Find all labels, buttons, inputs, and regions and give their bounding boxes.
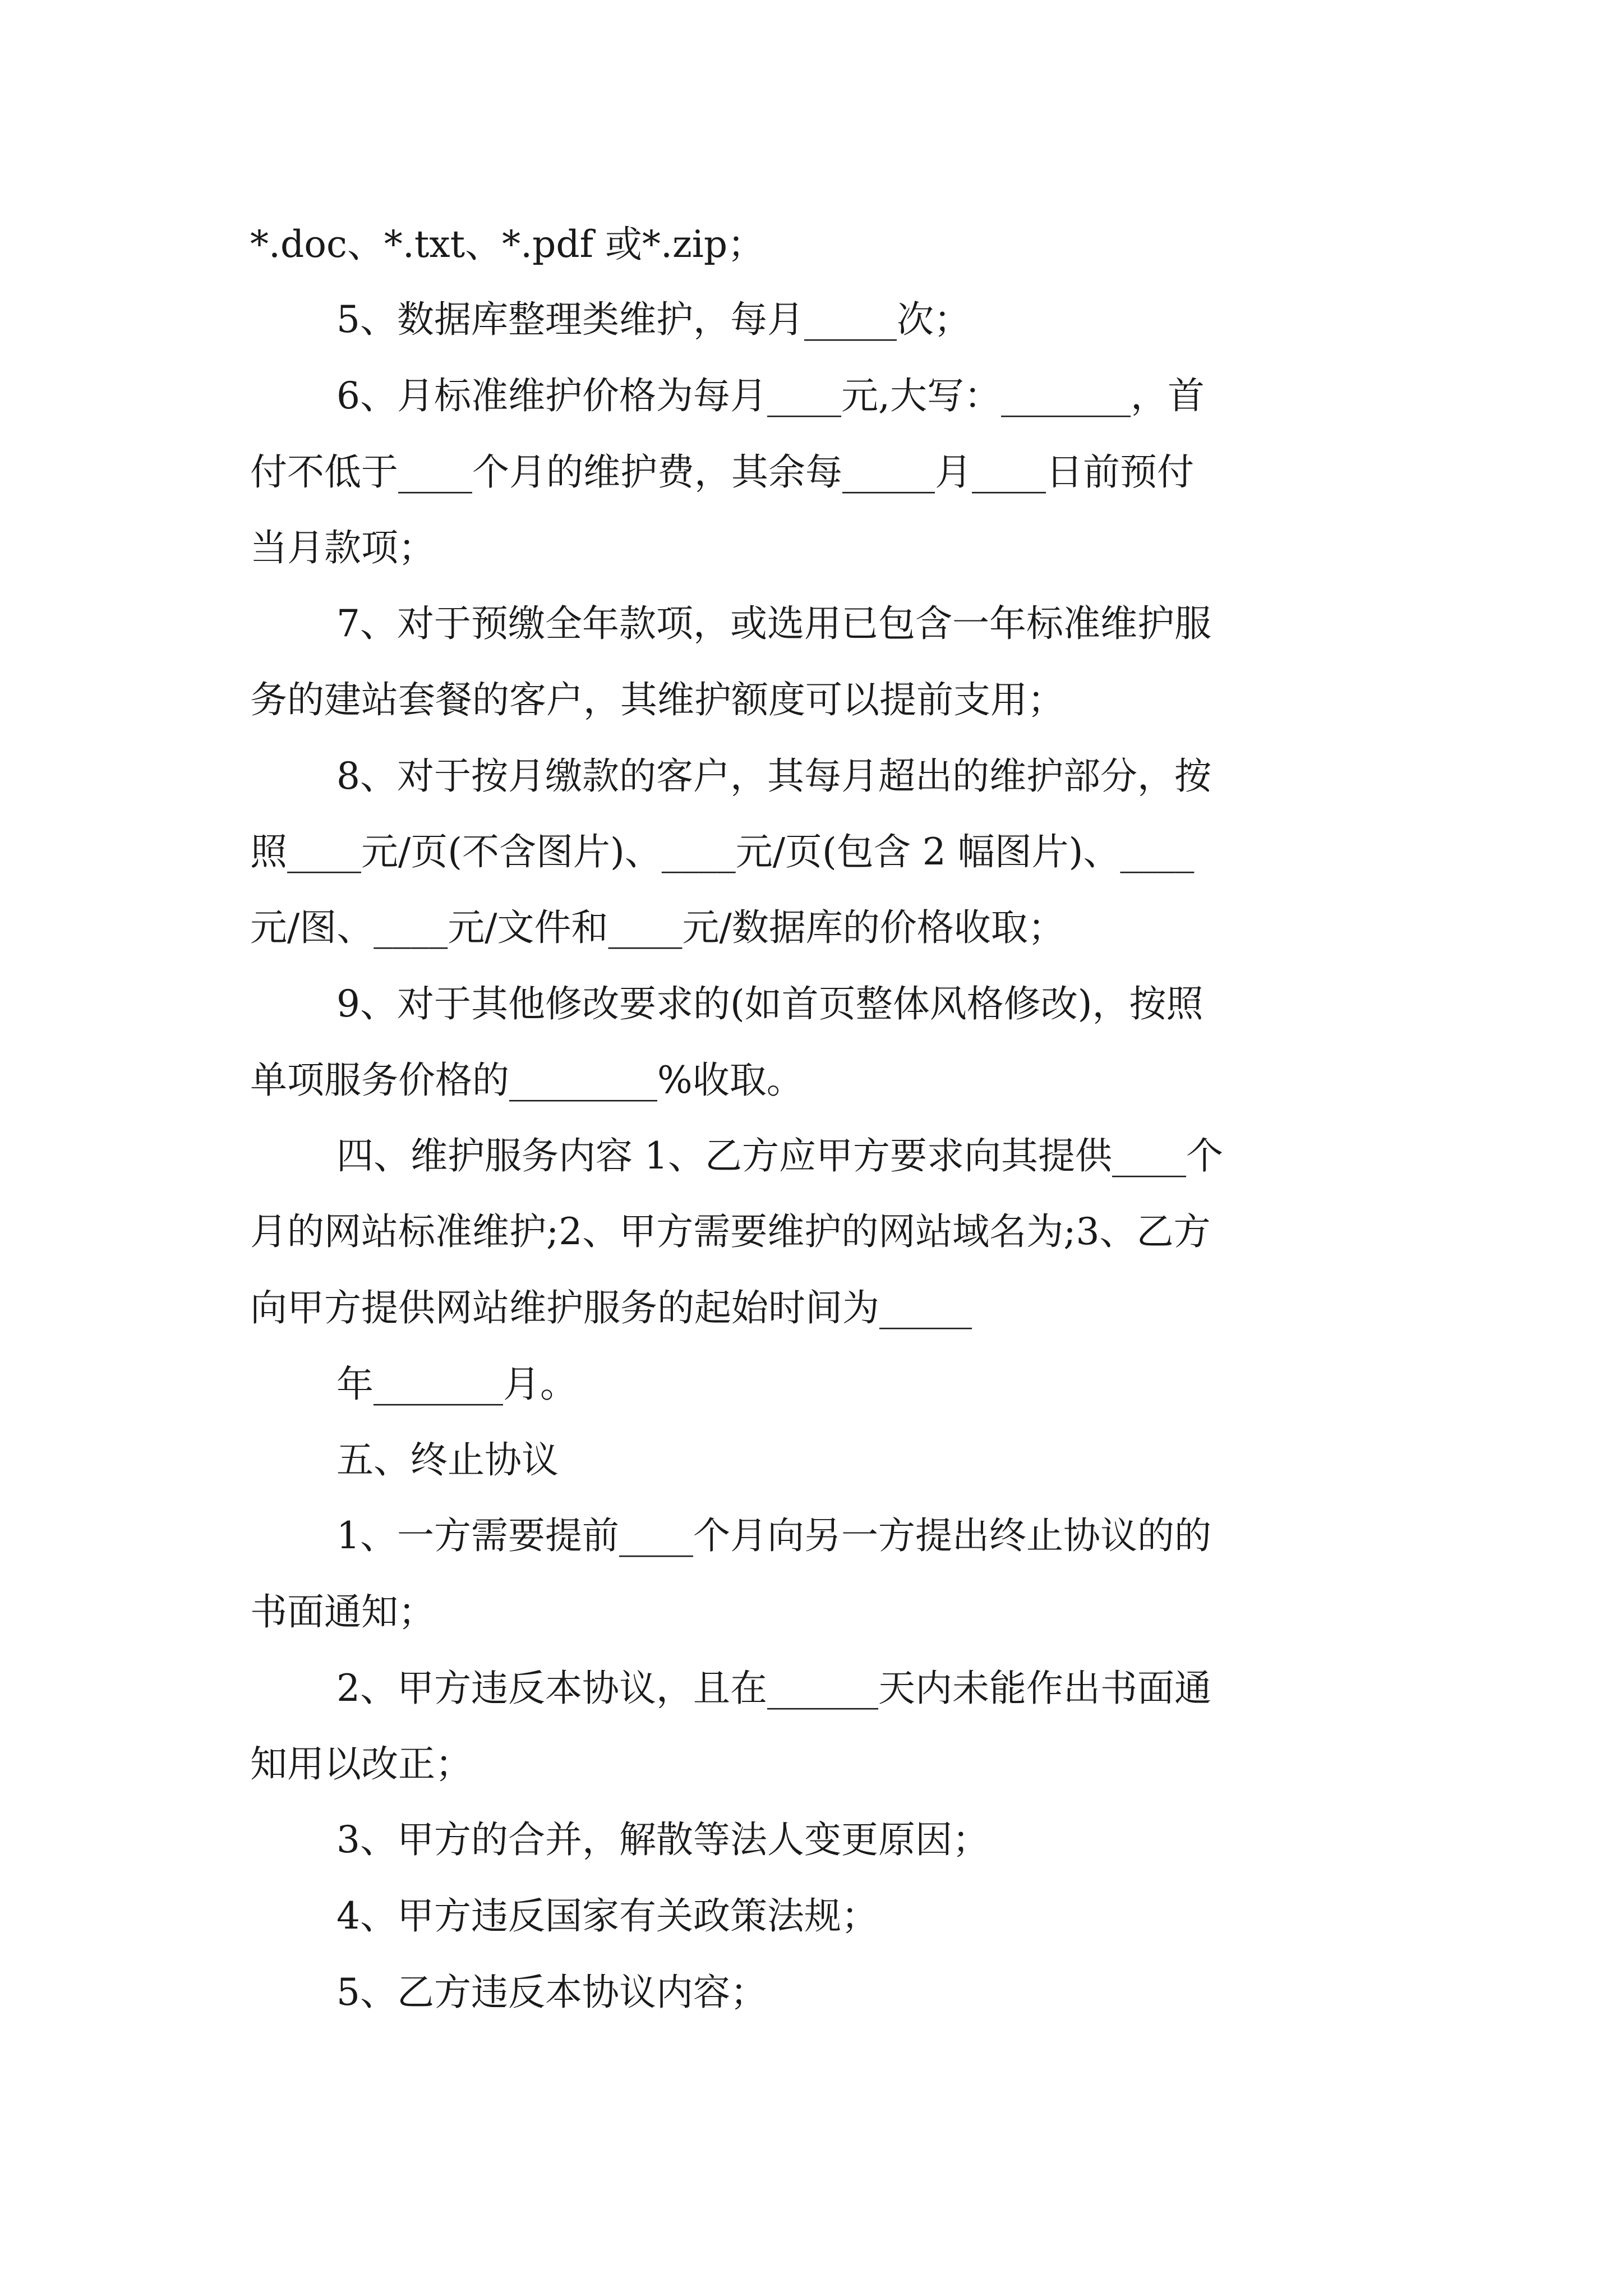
- text-line: 向甲方提供网站维护服务的起始时间为_____: [250, 1286, 972, 1329]
- text-line: 书面通知；: [250, 1590, 435, 1634]
- text-line: 照____元/页(不含图片)、____元/页(包含 2 幅图片)、____: [250, 830, 1195, 873]
- text-line: 9、对于其他修改要求的(如首页整体风格修改)，按照: [336, 982, 1204, 1025]
- text-line: 当月款项；: [250, 526, 435, 569]
- text-line: 四、维护服务内容 1、乙方应甲方要求向其提供____个: [336, 1134, 1223, 1177]
- text-line: 单项服务价格的________%收取。: [250, 1059, 804, 1102]
- text-line: 元/图、____元/文件和____元/数据库的价格收取；: [250, 906, 1065, 949]
- section-heading: 五、终止协议: [336, 1438, 559, 1481]
- text-line: 4、甲方违反国家有关政策法规；: [336, 1894, 878, 1938]
- text-line: 5、乙方违反本协议内容；: [336, 1971, 767, 2014]
- text-line: 年_______月。: [336, 1363, 577, 1406]
- text-line: 3、甲方的合并，解散等法人变更原因；: [336, 1818, 989, 1861]
- text-line: 7、对于预缴全年款项，或选用已包含一年标准维护服: [336, 602, 1211, 645]
- text-line: 务的建站套餐的客户，其维护额度可以提前支用；: [250, 678, 1064, 721]
- text-line: 8、对于按月缴款的客户，其每月超出的维护部分，按: [336, 754, 1211, 798]
- text-line: 付不低于____个月的维护费，其余每_____月____日前预付: [250, 450, 1194, 494]
- text-line: *.doc、*.txt、*.pdf 或*.zip；: [250, 223, 765, 266]
- text-line: 1、一方需要提前____个月向另一方提出终止协议的的: [336, 1514, 1211, 1557]
- text-line: 知用以改正；: [250, 1742, 472, 1786]
- text-line: 6、月标准维护价格为每月____元,大写：_______，首: [336, 374, 1205, 417]
- text-line: 月的网站标准维护;2、甲方需要维护的网站域名为;3、乙方: [250, 1210, 1211, 1253]
- text-line: 5、数据库整理类维护，每月_____次；: [336, 298, 971, 341]
- text-line: 2、甲方违反本协议，且在______天内未能作出书面通: [336, 1667, 1211, 1710]
